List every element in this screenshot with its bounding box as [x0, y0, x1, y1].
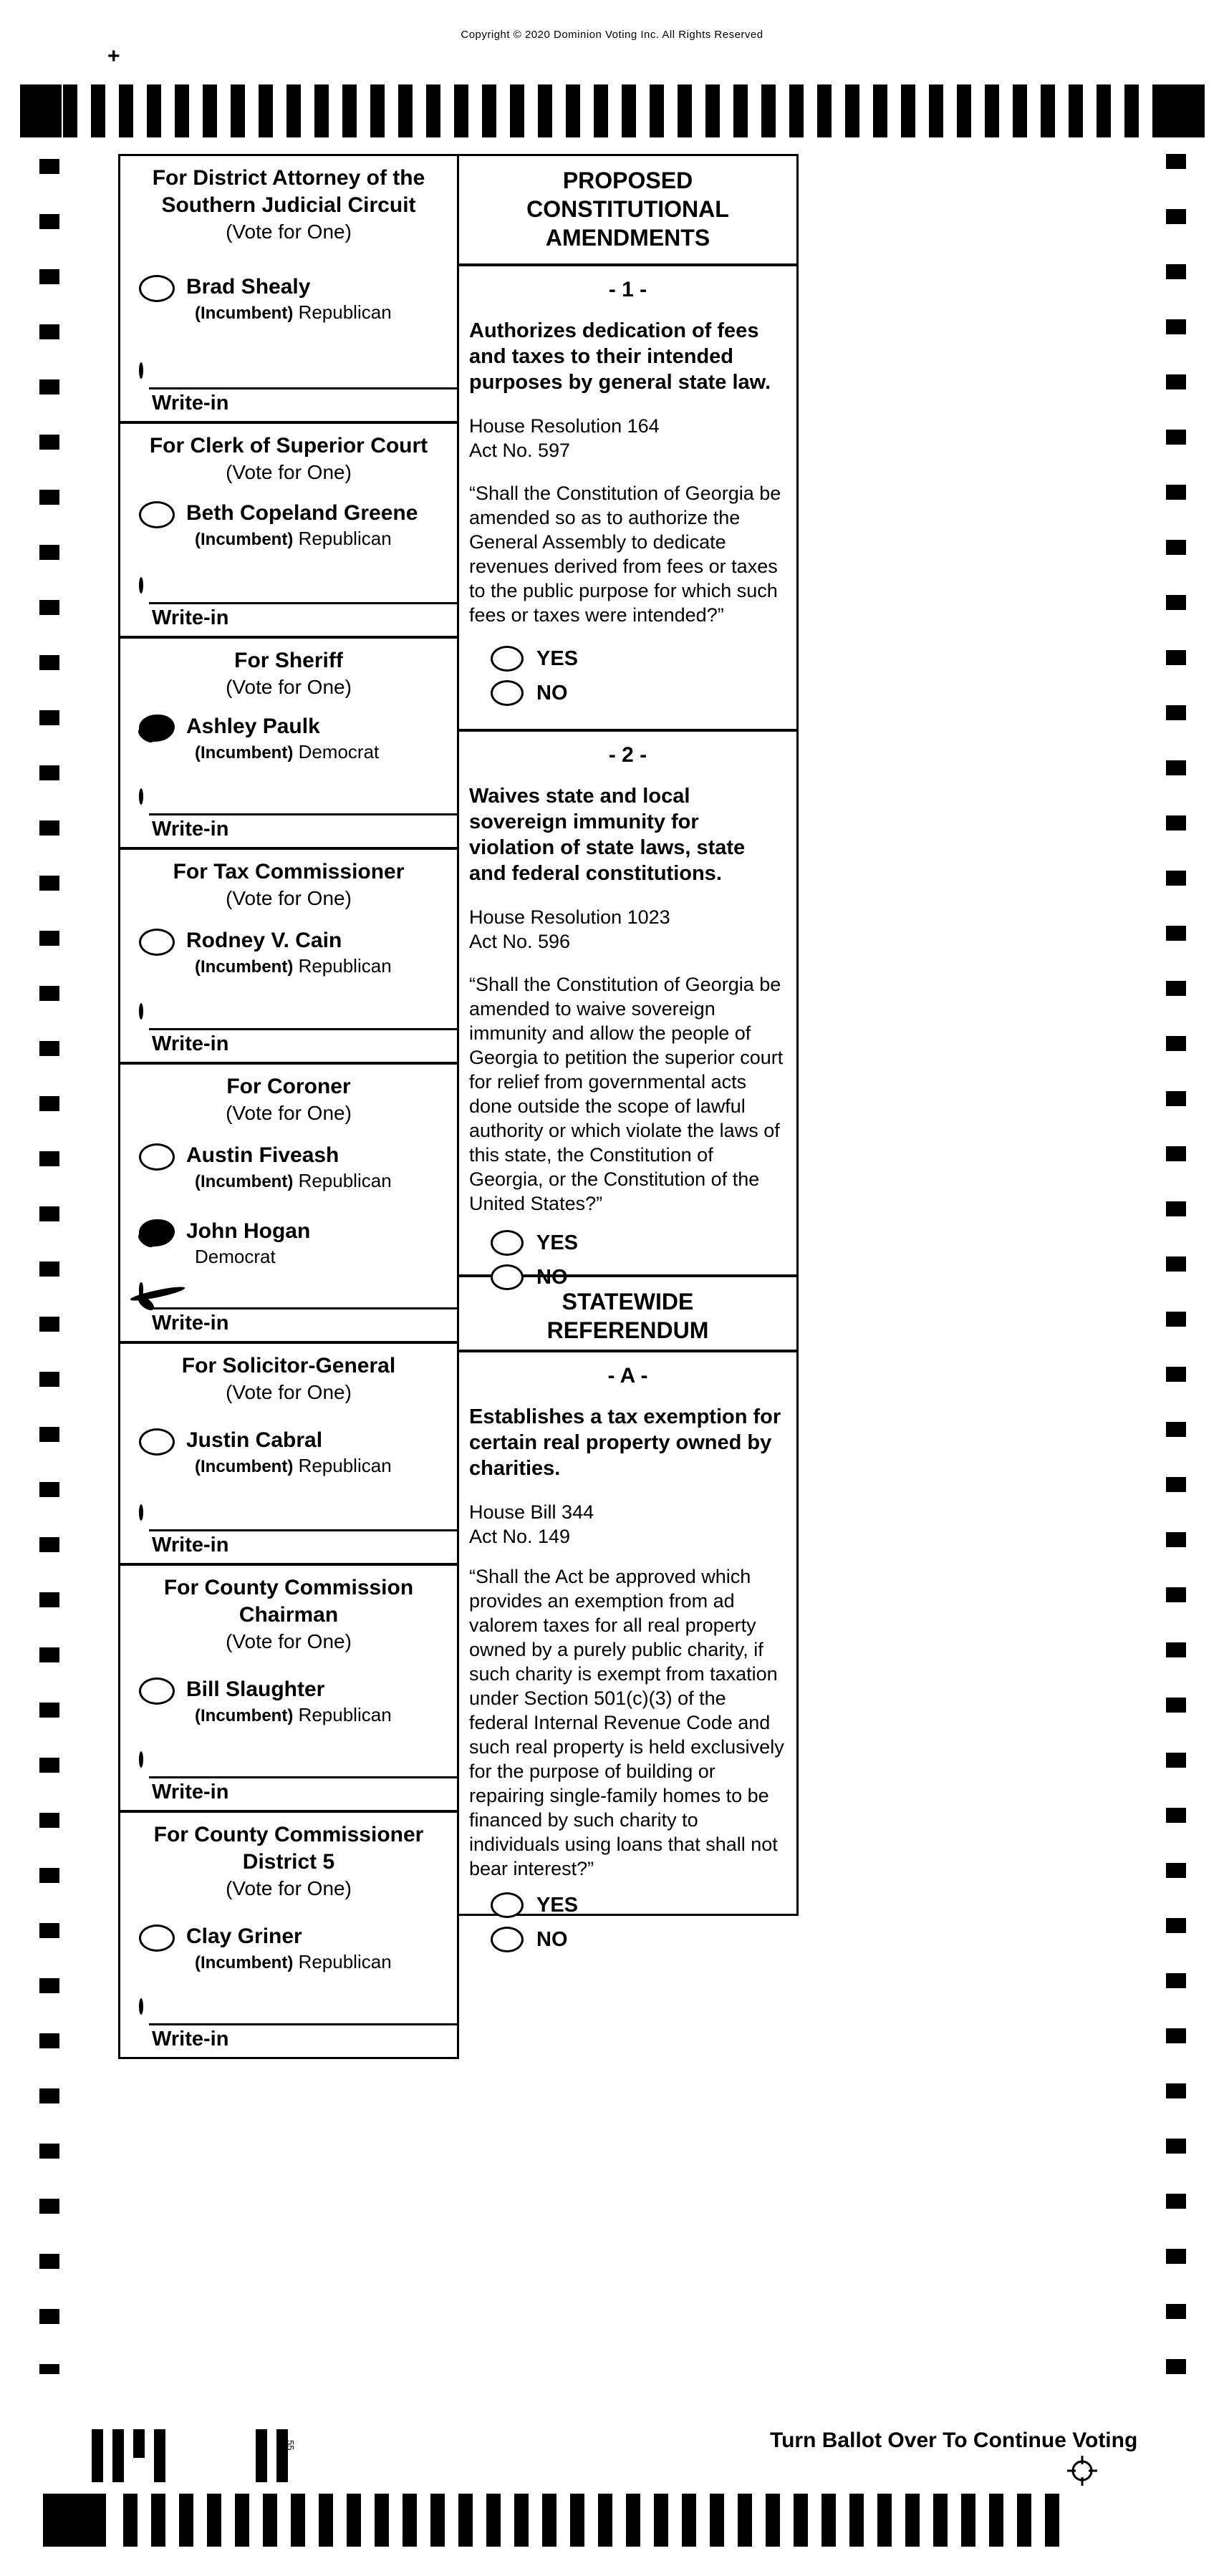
measure-summary: Waives state and local sovereign immunity for violation of state laws, state and federal constitutions.: [469, 785, 746, 885]
candidate-row: [120, 500, 457, 551]
candidate-party: (Incumbent) Republican: [195, 1455, 392, 1476]
write-in-oval-scribbled[interactable]: [139, 1282, 143, 1299]
ballot-oval[interactable]: [139, 275, 175, 302]
yes-label: YES: [536, 1893, 579, 1917]
candidate-name: Brad Shealy: [186, 275, 311, 299]
write-in-area: [120, 790, 457, 843]
timing-strip-bottom: [123, 2494, 1061, 2547]
candidate-party: Democrat: [195, 1246, 276, 1267]
contest-title: For District Attorney of the Southern Judicial Circuit: [152, 166, 425, 217]
write-in-oval[interactable]: [139, 788, 143, 805]
write-in-oval[interactable]: [139, 1998, 143, 2015]
write-in-label: Write-in: [152, 1312, 229, 1335]
stub-barcode-bar: [133, 2429, 145, 2458]
contest-title: For Coroner: [226, 1075, 351, 1098]
measure-number: - A -: [607, 1364, 648, 1388]
candidate-name: Beth Copeland Greene: [186, 501, 418, 525]
measure-references: House Bill 344 Act No. 149: [469, 1501, 594, 1547]
candidate-party: (Incumbent) Democrat: [195, 741, 380, 762]
measure-references: House Resolution 164 Act No. 597: [469, 415, 660, 461]
measure-question: “Shall the Constitution of Georgia be amended to waive sovereign immunity and allow the people of Georgia to petition the superior court for relief from governmental acts done outside the scope of lawful authority or which violate the laws of this state, the Constitution of Georgia, or the Constitution of the United States?”: [469, 974, 784, 1214]
stub-barcode-bar: [256, 2429, 267, 2482]
candidate-party: (Incumbent) Republican: [195, 955, 392, 977]
stub-barcode-bar: [154, 2429, 165, 2482]
yes-option: [491, 1230, 786, 1256]
contest-county-commissioner-district-5: [120, 1810, 457, 2057]
timing-block-top-right: [1163, 84, 1205, 137]
write-in-oval[interactable]: [139, 1504, 143, 1521]
yes-option: [491, 1892, 786, 1918]
candidate-name: Bill Slaughter: [186, 1677, 325, 1701]
candidate-row: [120, 1142, 457, 1193]
candidate-party: (Incumbent) Republican: [195, 528, 392, 549]
contest-title: For Solicitor-General: [181, 1354, 396, 1377]
measure-references: House Resolution 1023 Act No. 596: [469, 906, 670, 952]
vote-for-instruction: (Vote for One): [226, 1381, 352, 1403]
write-in-label: Write-in: [152, 392, 229, 415]
measure-summary: Authorizes dedication of fees and taxes to their intended purposes by general state law.: [469, 319, 771, 394]
registration-target-icon: [1066, 2454, 1099, 2487]
write-in-oval[interactable]: [139, 1003, 143, 1020]
yes-option: [491, 646, 786, 672]
vote-for-instruction: (Vote for One): [226, 1102, 352, 1124]
candidate-row: [120, 1218, 457, 1269]
candidate-row: [120, 713, 457, 765]
write-in-label: Write-in: [152, 606, 229, 629]
candidate-party: (Incumbent) Republican: [195, 1170, 392, 1191]
write-in-area: [120, 364, 457, 417]
no-label: NO: [536, 1265, 568, 1289]
candidate-party: (Incumbent) Republican: [195, 1704, 392, 1725]
contest-title: For County Commission Chairman: [163, 1576, 414, 1627]
no-oval[interactable]: [491, 1927, 524, 1952]
candidate-row: [120, 1676, 457, 1728]
referendum-a: [459, 1350, 796, 1951]
candidate-row: [120, 927, 457, 979]
timing-marks-right-column: [1166, 154, 1186, 2399]
measure-options: [469, 1892, 786, 1952]
yes-label: YES: [536, 647, 579, 670]
vote-for-instruction: (Vote for One): [226, 887, 352, 909]
vote-for-instruction: (Vote for One): [226, 1877, 352, 1899]
write-in-label: Write-in: [152, 1534, 229, 1556]
contest-district-attorney: [120, 156, 457, 421]
registration-plus-icon: +: [107, 44, 120, 68]
measure-question: “Shall the Constitution of Georgia be amended so as to authorize the General Assembly to dedicate revenues derived from fees or taxes to the public purpose for which such fees or taxes were intended?”: [469, 483, 781, 626]
copyright-text: Copyright © 2020 Dominion Voting Inc. All Rights Reserved: [461, 29, 763, 41]
ballot-oval-filled[interactable]: [139, 715, 175, 742]
ballot-oval[interactable]: [139, 501, 175, 528]
stub-number: 55: [285, 2440, 296, 2451]
contest-solicitor-general: [120, 1341, 457, 1563]
amendment-2: [459, 729, 796, 1289]
contest-county-commission-chairman: [120, 1563, 457, 1810]
candidate-name: Rodney V. Cain: [186, 929, 342, 952]
contest-title: For Clerk of Superior Court: [149, 434, 428, 457]
candidate-row: [120, 1427, 457, 1478]
no-option: [491, 1264, 786, 1290]
ballot-oval[interactable]: [139, 929, 175, 956]
candidate-name: Austin Fiveash: [186, 1143, 339, 1167]
amendments-header: PROPOSED CONSTITUTIONAL AMENDMENTS: [526, 168, 729, 251]
turn-ballot-over-instruction: Turn Ballot Over To Continue Voting: [770, 2429, 1138, 2452]
candidate-name: Clay Griner: [186, 1924, 302, 1948]
candidate-name: Justin Cabral: [186, 1428, 323, 1452]
write-in-oval[interactable]: [139, 577, 143, 594]
no-oval[interactable]: [491, 1264, 524, 1290]
timing-strip-top: [63, 84, 1163, 137]
write-in-area: [120, 579, 457, 631]
ballot-oval[interactable]: [139, 1143, 175, 1171]
ballot-oval[interactable]: [139, 1924, 175, 1952]
timing-block-top-left: [20, 84, 62, 137]
measures-column: [457, 154, 799, 1951]
write-in-area: [120, 1753, 457, 1806]
measure-summary: Establishes a tax exemption for certain real property owned by charities.: [469, 1405, 781, 1480]
write-in-label: Write-in: [152, 2028, 229, 2050]
contest-tax-commissioner: [120, 847, 457, 1062]
contests-column: [118, 154, 459, 2059]
yes-oval[interactable]: [491, 1230, 524, 1256]
measure-number: - 2 -: [608, 743, 647, 767]
write-in-area: [120, 1005, 457, 1057]
write-in-area: [120, 1284, 457, 1337]
statewide-referendum-header: STATEWIDE REFERENDUM: [459, 1274, 796, 1350]
measure-question: “Shall the Act be approved which provides an exemption from ad valorem taxes for all real property owned by a purely public charity, if such charity is exempt from taxation under Section 501(c)(3) of the federal Internal Revenue Code and such real property is held exclusively for the purpose of building or repairing single-family homes to be financed by such charity to individuals using loans that shall not bear interest?”: [469, 1566, 784, 1879]
write-in-label: Write-in: [152, 818, 229, 841]
candidate-name: John Hogan: [186, 1219, 311, 1243]
measure-options: [469, 646, 786, 706]
ballot-oval[interactable]: [139, 1677, 175, 1705]
candidate-party: (Incumbent) Republican: [195, 1951, 392, 1972]
ballot-oval-filled[interactable]: [139, 1219, 175, 1246]
vote-for-instruction: (Vote for One): [226, 1630, 352, 1652]
write-in-label: Write-in: [152, 1032, 229, 1055]
write-in-oval[interactable]: [139, 362, 143, 379]
amendment-1: [459, 263, 796, 729]
vote-for-instruction: (Vote for One): [226, 221, 352, 243]
contest-clerk-superior-court: [120, 421, 457, 636]
write-in-area: [120, 1506, 457, 1559]
yes-oval[interactable]: [491, 646, 524, 672]
no-oval[interactable]: [491, 680, 524, 706]
no-label: NO: [536, 1927, 568, 1951]
yes-oval[interactable]: [491, 1892, 524, 1918]
measure-options: [469, 1230, 786, 1290]
stub-barcode-bar: [92, 2429, 103, 2482]
write-in-oval[interactable]: [139, 1751, 143, 1768]
timing-marks-left-column: [39, 159, 59, 2374]
contest-sheriff: [120, 636, 457, 847]
measure-number: - 1 -: [608, 278, 647, 301]
contest-title: For County Commissioner District 5: [153, 1823, 424, 1874]
candidate-row: [120, 273, 457, 325]
vote-for-instruction: (Vote for One): [226, 461, 352, 483]
timing-block-bottom-left: [43, 2494, 106, 2547]
write-in-label: Write-in: [152, 1781, 229, 1803]
stub-barcode-bar: [112, 2429, 124, 2482]
contest-title: For Sheriff: [234, 649, 343, 672]
stub-barcode-bar: [276, 2429, 288, 2482]
candidate-name: Ashley Paulk: [186, 715, 320, 738]
no-option: [491, 680, 786, 706]
ballot-oval[interactable]: [139, 1428, 175, 1456]
candidate-row: [120, 1923, 457, 1975]
no-option: [491, 1927, 786, 1952]
contest-coroner: [120, 1062, 457, 1341]
write-in-area: [120, 2000, 457, 2053]
yes-label: YES: [536, 1231, 579, 1254]
candidate-party: (Incumbent) Republican: [195, 301, 392, 323]
vote-for-instruction: (Vote for One): [226, 676, 352, 698]
no-label: NO: [536, 681, 568, 704]
contest-title: For Tax Commissioner: [173, 860, 405, 883]
